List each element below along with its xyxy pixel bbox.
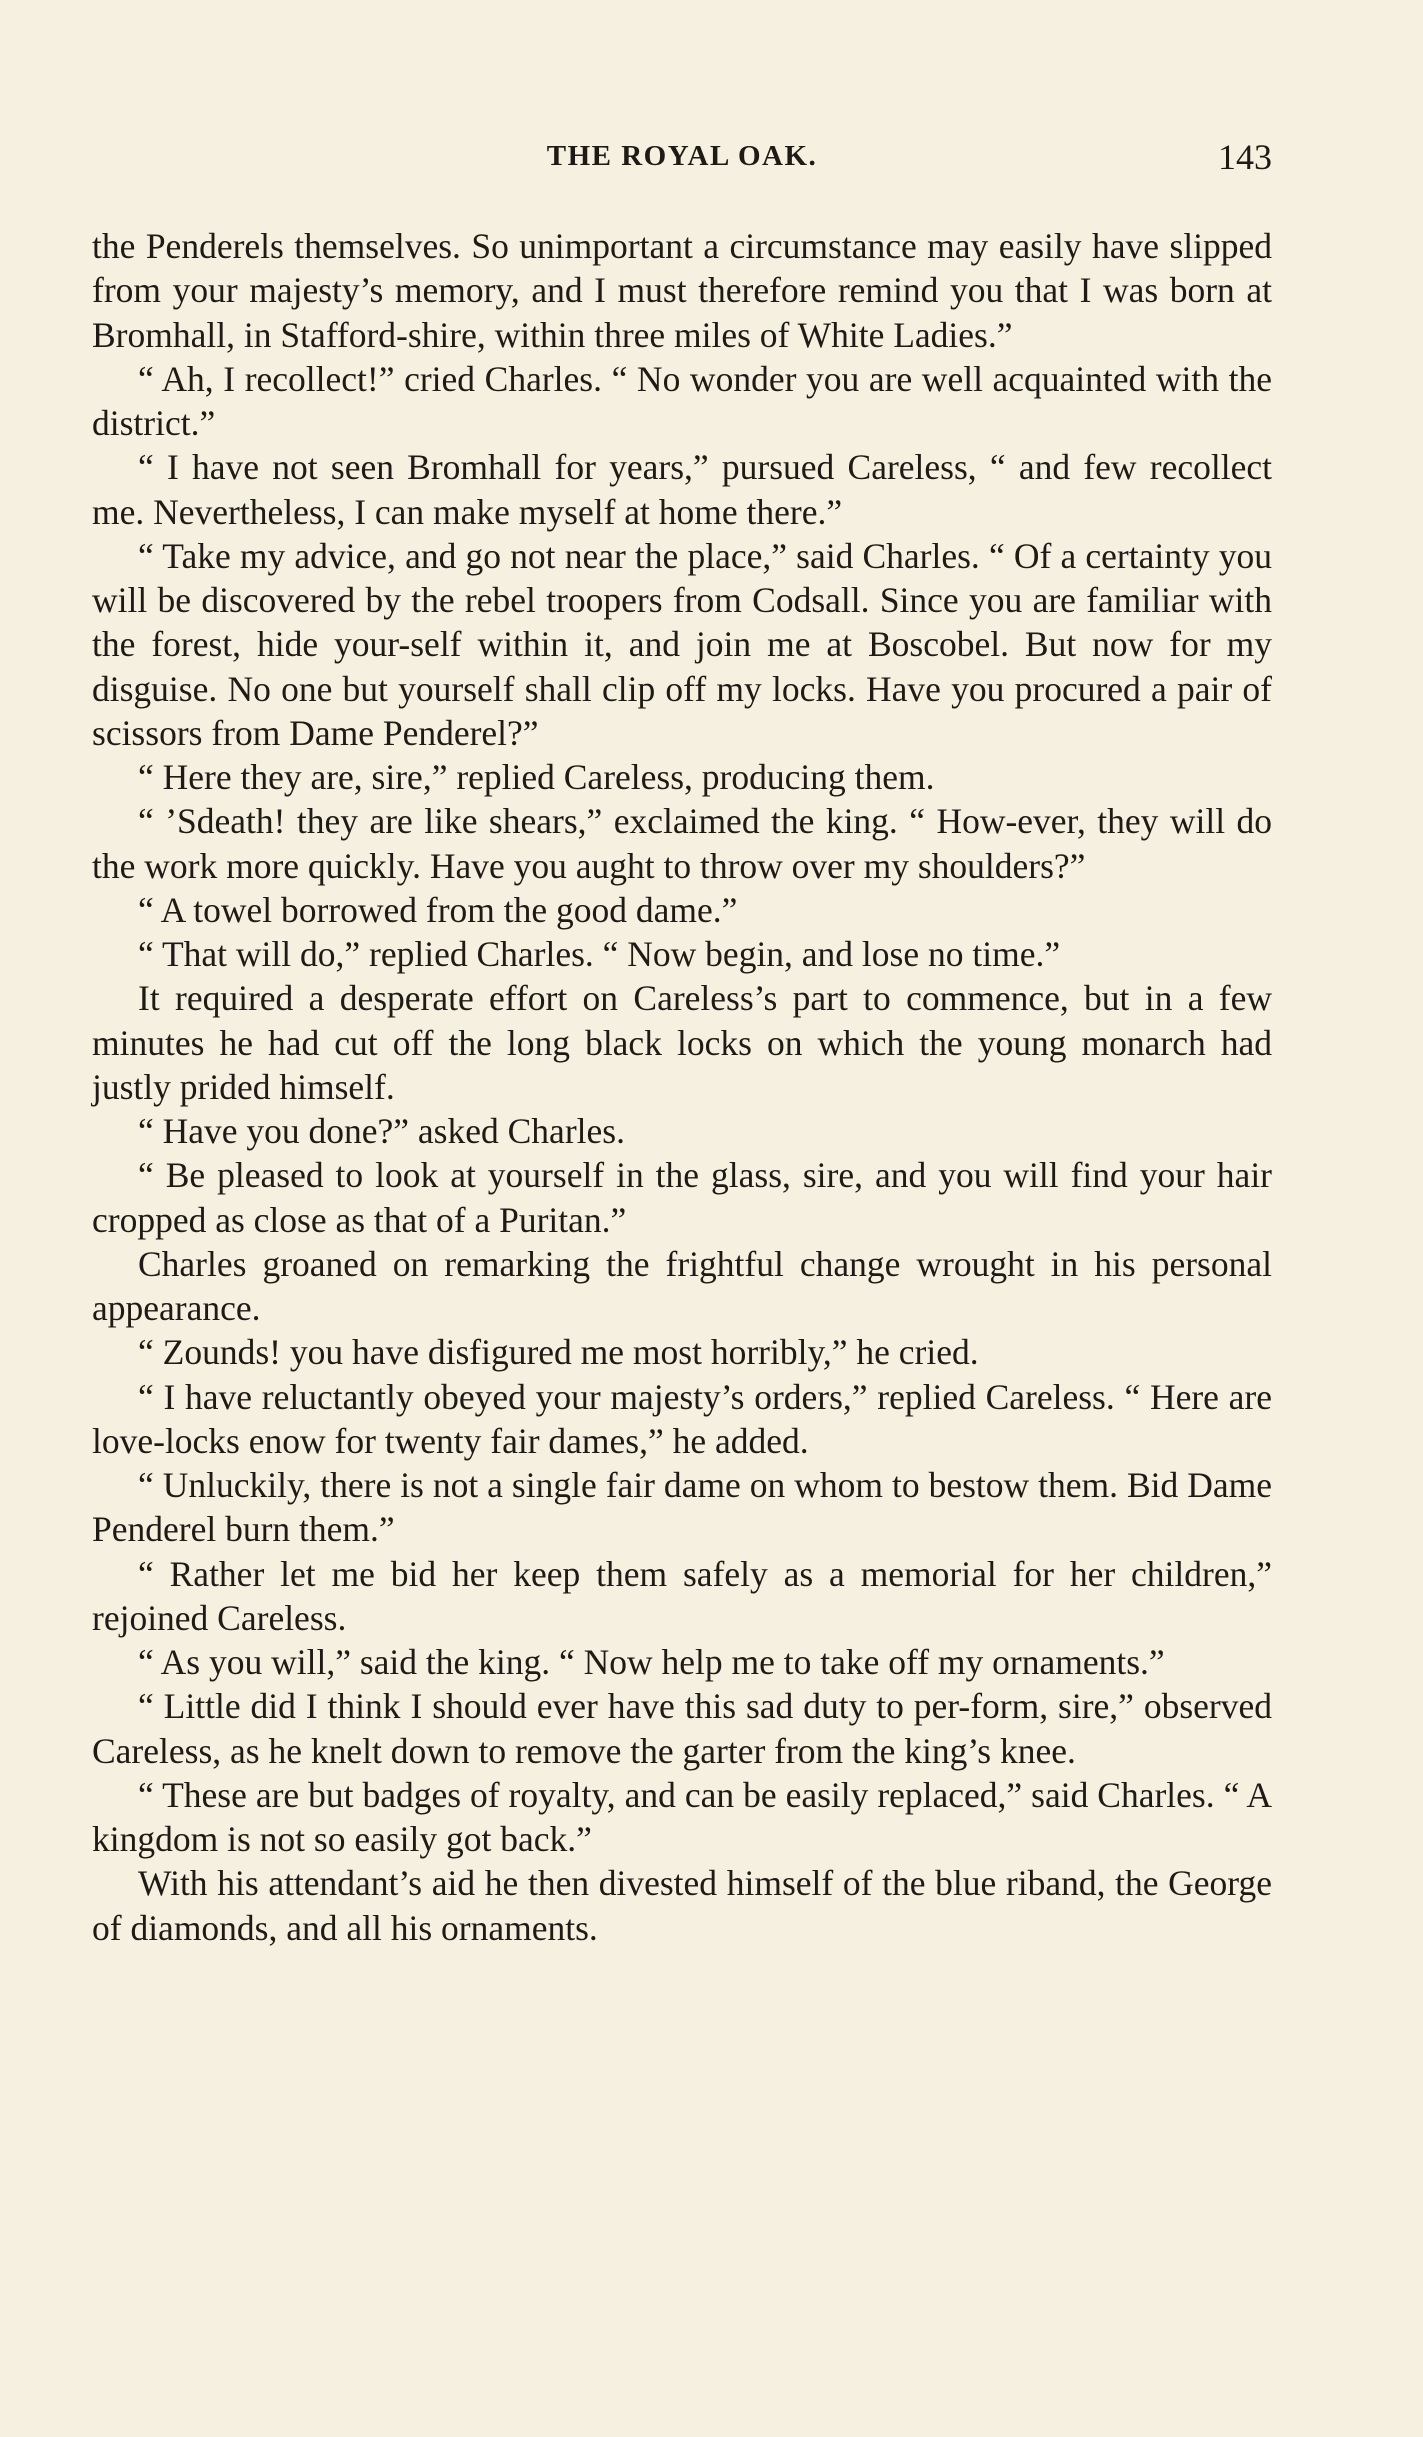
paragraph: “ Have you done?” asked Charles. (138, 1111, 625, 1151)
paragraph: “ Ah, I recollect!” cried Charles. “ No wonder you are well acquainted with the district.” (92, 358, 1272, 443)
paragraph: “ Be pleased to look at yourself in the glass, sire, and you will find your hair cropped as close as that of a Puritan.” (92, 1155, 1272, 1240)
paragraph: “ As you will,” said the king. “ Now help me to take off my ornaments.” (138, 1642, 1165, 1682)
page-number: 143 (1218, 137, 1272, 177)
running-head (92, 137, 1272, 180)
paragraph: “ I have not seen Bromhall for years,” pursued Careless, “ and few recollect me. Nevertheless, I can make myself at home there.” (92, 447, 1272, 532)
paragraph: the Penderels themselves. So unimportant a circumstance may easily have slipped from your majesty’s memory, and I must therefore remind you that I was born at Bromhall, in Stafford-shire, within three miles of White Ladies.” (92, 226, 1272, 355)
paragraph: “ These are but badges of royalty, and can be easily replaced,” said Charles. “ A kingdom is not so easily got back.” (92, 1774, 1272, 1859)
paragraph: “ ’Sdeath! they are like shears,” exclaimed the king. “ How-ever, they will do the work more quickly. Have you aught to throw over my shoulders?” (92, 801, 1272, 886)
paragraph: “ That will do,” replied Charles. “ Now begin, and lose no time.” (138, 934, 1061, 974)
paragraph: “ Zounds! you have disfigured me most horribly,” he cried. (138, 1332, 979, 1373)
paragraph: “ Take my advice, and go not near the place,” said Charles. “ Of a certainty you will be discovered by the rebel troopers from Codsall. Since you are familiar with the forest, hide your-self within it, and join me at Boscobel. But now for my disguise. No one but yourself shall clip off my locks. Have you procured a pair of scissors from Dame Penderel?” (92, 535, 1272, 753)
paragraph: “ A towel borrowed from the good dame.” (138, 889, 738, 930)
body-text (92, 224, 1272, 1950)
paragraph: “ Here they are, sire,” replied Careless, producing them. (138, 757, 935, 797)
paragraph: “ I have reluctantly obeyed your majesty’s orders,” replied Careless. “ Here are love-locks enow for twenty fair dames,” he added. (92, 1376, 1272, 1461)
paragraph: Charles groaned on remarking the frightful change wrought in his personal appearance. (92, 1243, 1272, 1328)
paragraph: “ Little did I think I should ever have this sad duty to per-form, sire,” observed Careless, as he knelt down to remove the garter from the king’s knee. (92, 1686, 1272, 1771)
paragraph: With his attendant’s aid he then divested himself of the blue riband, the George of diamonds, and all his ornaments. (92, 1863, 1272, 1948)
paragraph: “ Unluckily, there is not a single fair dame on whom to bestow them. Bid Dame Penderel burn them.” (92, 1465, 1272, 1550)
paragraph: “ Rather let me bid her keep them safely as a memorial for her children,” rejoined Careless. (92, 1553, 1272, 1638)
paragraph: It required a desperate effort on Careless’s part to commence, but in a few minutes he had cut off the long black locks on which the young monarch had justly prided himself. (92, 978, 1272, 1107)
running-title: THE ROYAL OAK. (546, 140, 818, 172)
